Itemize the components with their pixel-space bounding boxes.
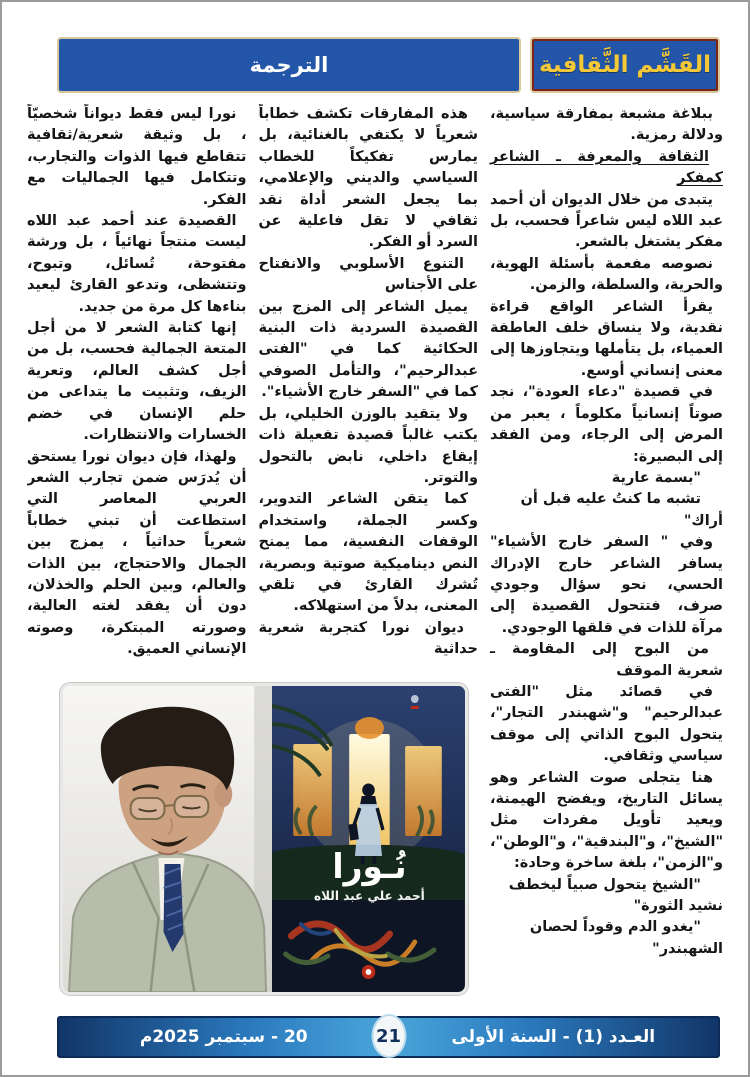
poetry-line: "يغدو الدم وقوداً لحصان الشهبندر" — [529, 919, 723, 957]
page-footer — [57, 1016, 720, 1058]
masthead-title: القَشَّم الثَّقافية — [538, 52, 712, 78]
paragraph: كما يتقن الشاعر التدوير، وكسر الجملة، واستخدام الوقفات النفسية، مما يمنح النص ديناميكية صوتية وبصرية، تُشرك القارئ في تلقي المعنى، بدلاً من استهلاكه. — [258, 491, 478, 615]
paragraph: هنا يتجلى صوت الشاعر وهو يسائل التاريخ، ويفضح الهيمنة، ويعيد تأويل مفردات مثل "الشيخ"، و"البندقية"، و"الوطن"، و"الزمن"، بلغة ساخرة وحادة: — [490, 769, 723, 872]
paragraph: في قصيدة "دعاء العودة"، نجد صوتاً إنسانياً مكلوماً ، يعبر من المرض إلى الرجاء، ومن الفقد إلى البصيرة: — [490, 384, 723, 465]
paragraph: يميل الشاعر إلى المزج بين القصيدة السردية ذات البنية الحكائية كما في "الفتى عبدالرحيم"، والتأمل الصوفي كما في "السفر خارج الأشياء". — [258, 298, 478, 401]
section-title: الترجمة — [249, 53, 329, 77]
publisher-logo — [362, 965, 376, 979]
article-body — [27, 104, 723, 1012]
left-text-columns — [27, 104, 478, 661]
page-number-badge — [371, 1014, 406, 1058]
poetry-line: "الشيخ يتحول صبياً ليخطف نشيد الثورة" — [508, 876, 723, 915]
subheading: الثقافة والمعرفة ـ الشاعر كمفكر — [490, 148, 723, 187]
paragraph: ولهذا، فإن ديوان نورا يستحق أن يُدرَس ضمن تجارب الشعر العربي المعاصر التي استطاعت أن تبني خطاباً شعرياً حداثياً ، يمزج بين الجمال والاحتجاج، بين الذات والعالم، وبين الحلم والخذلان، دون أن يفقد لغته العالية، وصورته المبتكرة، وصوته الإنساني العميق. — [27, 448, 247, 658]
door-lamp — [355, 717, 384, 739]
section-title-bar — [57, 37, 521, 93]
paragraph: ولا يتقيد بالوزن الخليلي، بل يكتب غالباً قصيدة تفعيلة ذات إيقاع داخلي، نابض بالتحول والتوتر. — [258, 405, 478, 486]
paragraph: نورا ليس فقط ديواناً شخصيّاً ، بل وثيقة شعرية/ثقافية تتقاطع فيها الذوات والتجارب، وتتكامل فيها الجماليات مع الفكر. — [27, 106, 247, 208]
subheading: من البوح إلى المقاومة ـ شعرية الموقف — [490, 641, 723, 679]
book-author: أحمد علي عبد اللاه — [314, 888, 425, 903]
poetry-line: تشبه ما كنتُ عليه قبل أن أراك" — [520, 491, 723, 529]
left-area — [27, 104, 478, 1012]
footer-date: 20 - سبتمبر 2025م — [139, 1027, 308, 1047]
paragraph: يتبدى من خلال الديوان أن أحمد عبد اللاه ليس شاعراً فحسب، بل مفكر يشتغل بالشعر. — [490, 191, 723, 251]
paragraph: وفي " السفر خارج الأشياء" يسافر الشاعر خارج الإدراك الحسي، نحو سؤال وجودي صرف، فتتحول القصيدة إلى مرآة للذات في قلقها الوجودي. — [490, 534, 723, 636]
column-right — [490, 104, 723, 1012]
paragraph: يقرأ الشاعر الواقع قراءة نقدية، ولا ينساق خلف العاطفة العمياء، بل يتأملها ويتجاوزها إلى معنى إنساني أوسع. — [490, 298, 723, 379]
paragraph: في قصائد مثل "الفتى عبدالرحيم" و"شهبندر التجار"، يتحول البوح الذاتي إلى موقف سياسي وثقافي. — [490, 683, 723, 765]
footer-issue: العـدد (1) - السنة الأولى — [451, 1027, 656, 1047]
paragraph: ببلاغة مشبعة بمفارقة سياسية، ودلالة رمزية. — [490, 106, 723, 144]
subheading: ديوان نورا كتجربة شعرية حداثية — [258, 619, 478, 658]
page-header — [57, 37, 720, 93]
paragraph: هذه المفارقات تكشف خطاباً شعرياً لا يكتفي بالغنائية، بل يمارس تفكيكاً للخطاب السياسي والديني والإعلامي، بما يجعل الشعر أداة نقد ثقافي لا تقل فاعلية عن السرد أو الفكر. — [258, 106, 478, 251]
author-photo — [63, 686, 272, 992]
book-cover-art — [272, 686, 465, 992]
column-left — [27, 104, 247, 661]
masthead-logo — [530, 37, 720, 93]
article-figure — [60, 683, 468, 995]
column-middle — [259, 104, 479, 661]
paragraph: نصوصه مفعمة بأسئلة الهوية، والحرية، والسلطة، والزمن. — [490, 255, 723, 294]
book-title: نُـورا — [332, 846, 407, 886]
page-number: 21 — [375, 1025, 402, 1047]
paragraph: القصيدة عند أحمد عبد اللاه ليست منتجاً نهائياً ، بل ورشة مفتوحة، تُسائل، وتبوح، وتتشظى، وتدعو القارئ ليعيد بناءها كل مرة من جديد. — [27, 213, 247, 315]
subheading: التنوع الأسلوبي والانفتاح على الأجناس — [258, 255, 478, 294]
paragraph: إنها كتابة الشعر لا من أجل المتعة الجمالية فحسب، بل من أجل كشف العالم، وتعرية الزيف، وتثبيت ما يتداعى من حلم الإنسان في خضم الخسارات والانتظارات. — [27, 320, 247, 444]
poetry-line: "بسمة عارية — [611, 469, 701, 486]
